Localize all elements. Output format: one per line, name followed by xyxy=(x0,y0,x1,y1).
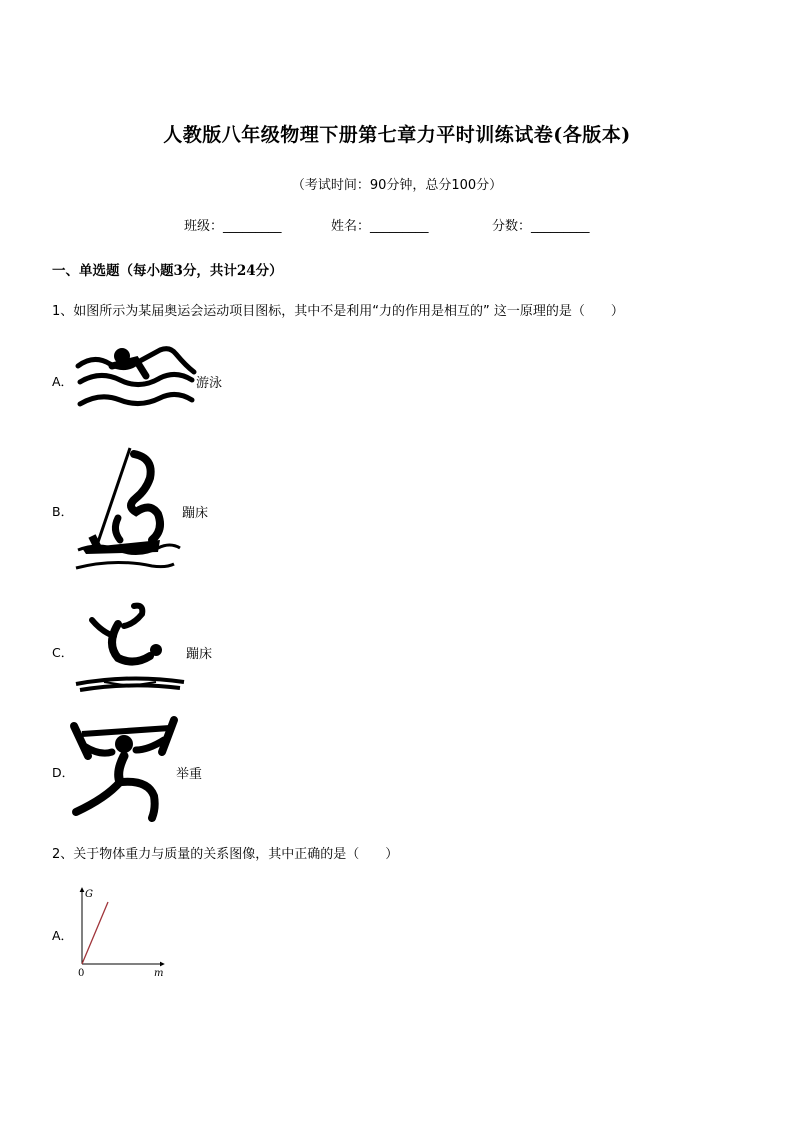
g-m-chart xyxy=(70,882,180,982)
swimming-icon xyxy=(76,346,196,410)
question-2-text: 2、关于物体重力与质量的关系图像，其中正确的是（ ） xyxy=(52,847,399,862)
question-1-text: 1、如图所示为某届奥运会运动项目图标，其中不是利用“力的作用是相互的” 这一原理的是（ ） xyxy=(52,304,624,319)
q1-option-c-letter[interactable]: C． xyxy=(52,645,74,660)
q1-option-b-letter[interactable]: B． xyxy=(52,504,74,519)
trampoline-icon xyxy=(74,604,188,694)
q1-option-a-letter[interactable]: A． xyxy=(52,374,74,389)
q2-option-a-letter[interactable]: A． xyxy=(52,928,74,943)
q1-option-d-letter[interactable]: D． xyxy=(52,765,75,780)
q1-option-b-label: 蹦床 xyxy=(182,506,209,521)
exam-subtitle: （考试时间：90分钟，总分100分） xyxy=(291,178,503,193)
score-field[interactable]: 分数：_________ xyxy=(492,219,590,234)
section-heading: 一、单选题（每小题3分，共计24分） xyxy=(52,263,283,279)
q1-option-a-label: 游泳 xyxy=(196,376,223,391)
q1-option-d-label: 举重 xyxy=(176,767,203,782)
x-axis-label: m xyxy=(154,968,164,979)
y-axis-label: G xyxy=(85,889,93,900)
name-field[interactable]: 姓名：_________ xyxy=(331,219,429,234)
g-m-line xyxy=(82,902,108,964)
exam-title: 人教版八年级物理下册第七章力平时训练试卷(各版本) xyxy=(163,124,631,146)
origin-label: 0 xyxy=(78,968,85,979)
canoe-icon xyxy=(74,444,184,574)
class-field[interactable]: 班级：_________ xyxy=(184,219,282,234)
q1-option-c-label: 蹦床 xyxy=(186,647,213,662)
weightlifting-icon xyxy=(70,716,180,824)
